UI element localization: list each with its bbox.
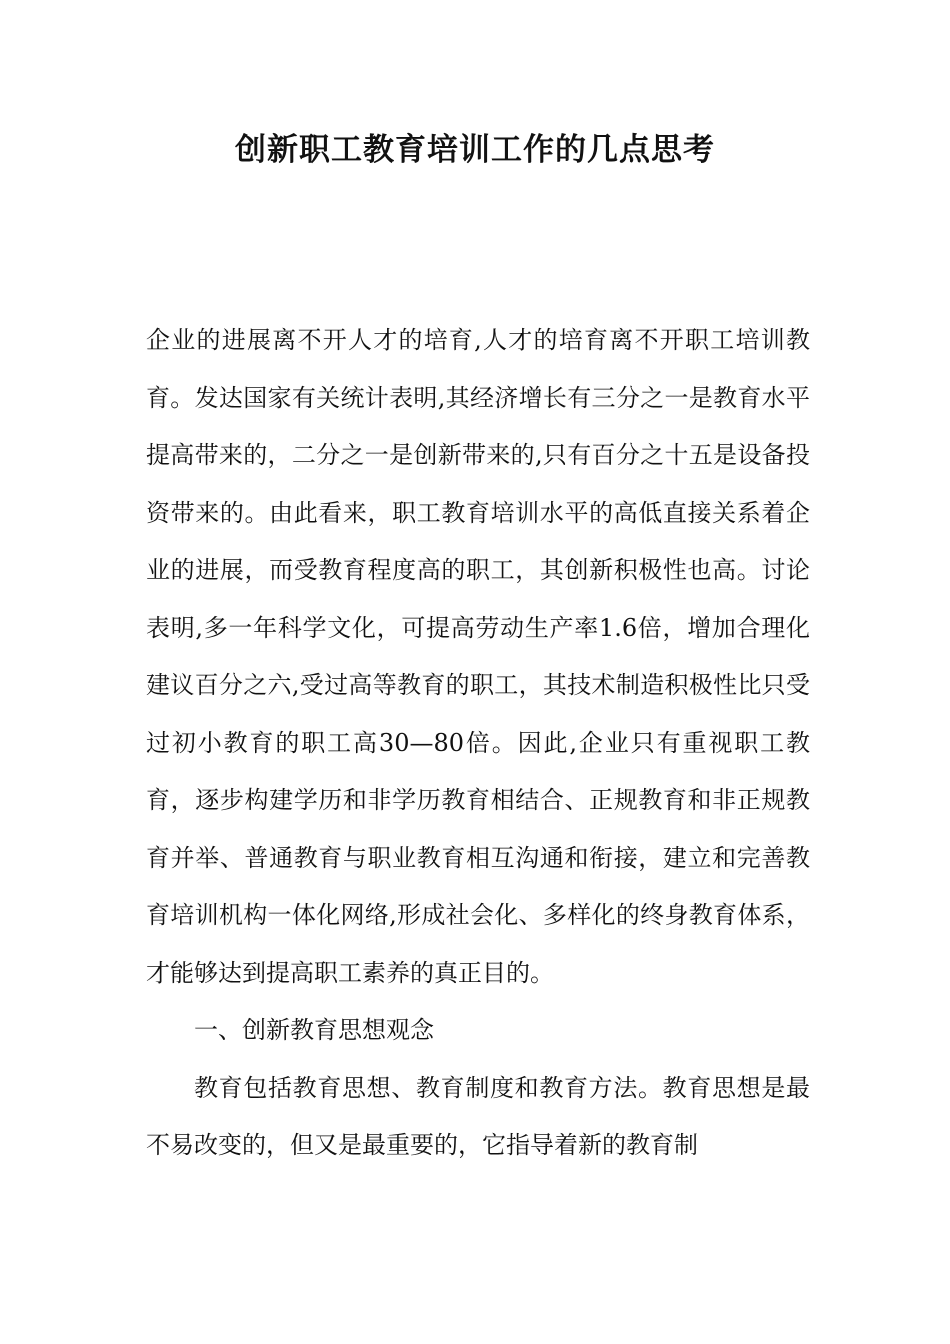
intro-paragraph: 企业的进展离不开人才的培育,人才的培育离不开职工培训教育。发达国家有关统计表明,其经济增长有三分之一是教育水平提高带来的，二分之一是创新带来的,只有百分之十五是设备投资带来的。由此看来，职工教育培训水平的高低直接关系着企业的进展，而受教育程度高的职工，其创新积极性也高。讨论表明,多一年科学文化，可提高劳动生产率1.6倍，增加合理化建议百分之六,受过高等教育的职工，其技术制造积极性比只受过初小教育的职工高30—80倍。因此,企业只有重视职工教育，逐步构建学历和非学历教育相结合、正规教育和非正规教育并举、普通教育与职业教育相互沟通和衔接，建立和完善教育培训机构一体化网络,形成社会化、多样化的终身教育体系，才能够达到提高职工素养的真正目的。	[146, 326, 810, 987]
section-heading-1: 一、创新教育思想观念	[194, 1016, 434, 1044]
section-paragraph-1: 教育包括教育思想、教育制度和教育方法。教育思想是最不易改变的，但又是最重要的，它指导着新的教育制	[146, 1073, 810, 1159]
document-body	[146, 312, 810, 1175]
document-title: 创新职工教育培训工作的几点思考	[235, 132, 715, 168]
